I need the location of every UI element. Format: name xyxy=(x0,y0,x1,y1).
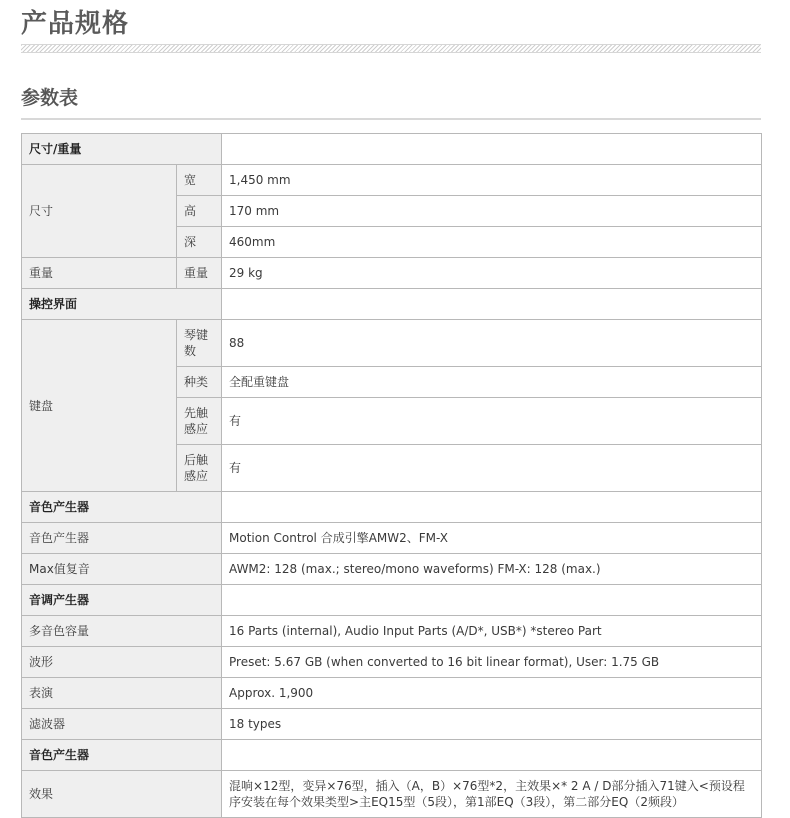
value-cell: 29 kg xyxy=(222,258,762,289)
empty-cell xyxy=(222,289,762,320)
table-row xyxy=(22,523,762,554)
section-heading-cell: 操控界面 xyxy=(22,289,222,320)
table-row xyxy=(22,492,762,523)
value-cell: Motion Control 合成引擎AMW2、FM-X xyxy=(222,523,762,554)
table-row xyxy=(22,320,762,367)
group-label-cell: 重量 xyxy=(22,258,177,289)
table-row xyxy=(22,165,762,196)
empty-cell xyxy=(222,134,762,165)
table-row xyxy=(22,771,762,818)
sub-label-cell: 先触感应 xyxy=(177,398,222,445)
page-title: 产品规格 xyxy=(21,9,130,39)
section-title: 参数表 xyxy=(21,87,79,109)
value-cell: 16 Parts (internal), Audio Input Parts (A/D*, USB*) *stereo Part xyxy=(222,616,762,647)
value-cell: 全配重键盘 xyxy=(222,367,762,398)
value-cell: 88 xyxy=(222,320,762,367)
value-cell: 460mm xyxy=(222,227,762,258)
label-cell: 效果 xyxy=(22,771,222,818)
sub-label-cell: 宽 xyxy=(177,165,222,196)
label-cell: 多音色容量 xyxy=(22,616,222,647)
sub-label-cell: 琴键数 xyxy=(177,320,222,367)
section-heading-cell: 音色产生器 xyxy=(22,740,222,771)
table-row xyxy=(22,709,762,740)
table-row xyxy=(22,585,762,616)
value-cell: 有 xyxy=(222,445,762,492)
sub-label-cell: 后触感应 xyxy=(177,445,222,492)
label-cell: 滤波器 xyxy=(22,709,222,740)
table-row xyxy=(22,740,762,771)
label-cell: Max值复音 xyxy=(22,554,222,585)
sub-label-cell: 种类 xyxy=(177,367,222,398)
value-cell: Approx. 1,900 xyxy=(222,678,762,709)
value-cell: 18 types xyxy=(222,709,762,740)
value-cell: 有 xyxy=(222,398,762,445)
section-divider xyxy=(21,118,761,120)
label-cell: 表演 xyxy=(22,678,222,709)
empty-cell xyxy=(222,492,762,523)
sub-label-cell: 重量 xyxy=(177,258,222,289)
title-divider xyxy=(21,44,761,53)
table-row xyxy=(22,134,762,165)
sub-label-cell: 深 xyxy=(177,227,222,258)
value-cell: 混响×12型，变异×76型，插入（A，B）×76型*2，主效果×* 2 A / D部分插入71键入<预设程序安装在每个效果类型>主EQ15型（5段），第1部EQ（3段），第二部分EQ（2频段） xyxy=(222,771,762,818)
group-label-cell: 键盘 xyxy=(22,320,177,492)
value-cell: 170 mm xyxy=(222,196,762,227)
table-row xyxy=(22,647,762,678)
label-cell: 波形 xyxy=(22,647,222,678)
value-cell: Preset: 5.67 GB (when converted to 16 bit linear format), User: 1.75 GB xyxy=(222,647,762,678)
section-heading-cell: 音色产生器 xyxy=(22,492,222,523)
value-cell: AWM2: 128 (max.; stereo/mono waveforms) FM-X: 128 (max.) xyxy=(222,554,762,585)
table-row xyxy=(22,258,762,289)
table-row xyxy=(22,289,762,320)
table-row xyxy=(22,678,762,709)
group-label-cell: 尺寸 xyxy=(22,165,177,258)
value-cell: 1,450 mm xyxy=(222,165,762,196)
empty-cell xyxy=(222,585,762,616)
table-row xyxy=(22,554,762,585)
sub-label-cell: 高 xyxy=(177,196,222,227)
section-heading-cell: 音调产生器 xyxy=(22,585,222,616)
empty-cell xyxy=(222,740,762,771)
spec-table xyxy=(21,133,762,818)
section-heading-cell: 尺寸/重量 xyxy=(22,134,222,165)
label-cell: 音色产生器 xyxy=(22,523,222,554)
table-row xyxy=(22,616,762,647)
